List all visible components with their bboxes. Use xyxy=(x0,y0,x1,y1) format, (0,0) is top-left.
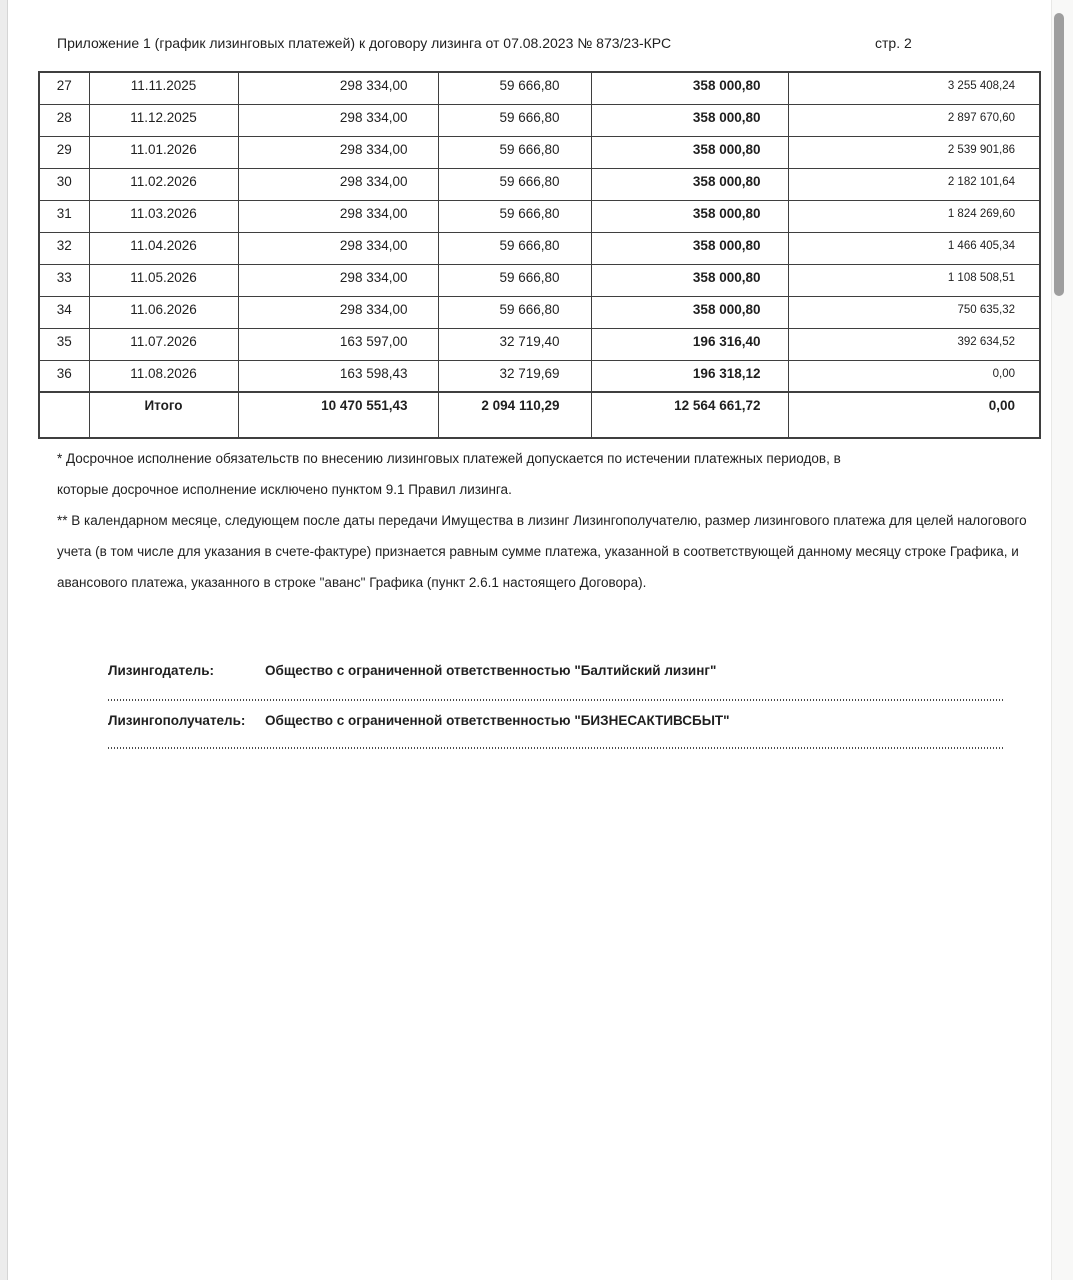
table-row xyxy=(39,232,1040,264)
table-cell: 358 000,80 xyxy=(591,104,788,136)
table-cell: 750 635,32 xyxy=(788,296,1040,328)
page-edge-strip xyxy=(0,0,8,1280)
table-cell: 32 719,40 xyxy=(438,328,591,360)
table-cell: 358 000,80 xyxy=(591,136,788,168)
table-cell: 0,00 xyxy=(788,360,1040,392)
table-cell: 36 xyxy=(39,360,89,392)
table-cell: 11.03.2026 xyxy=(89,200,238,232)
total-cell: 0,00 xyxy=(788,392,1040,438)
table-cell: 3 255 408,24 xyxy=(788,72,1040,104)
table-cell: 298 334,00 xyxy=(238,168,438,200)
table-row xyxy=(39,296,1040,328)
table-cell: 163 598,43 xyxy=(238,360,438,392)
table-row xyxy=(39,264,1040,296)
table-cell: 35 xyxy=(39,328,89,360)
table-row xyxy=(39,104,1040,136)
table-row xyxy=(39,328,1040,360)
table-cell: 11.06.2026 xyxy=(89,296,238,328)
table-cell: 2 897 670,60 xyxy=(788,104,1040,136)
table-cell: 298 334,00 xyxy=(238,72,438,104)
total-cell: 2 094 110,29 xyxy=(438,392,591,438)
table-cell: 59 666,80 xyxy=(438,296,591,328)
table-cell: 11.07.2026 xyxy=(89,328,238,360)
lessor-signature-line xyxy=(108,699,1005,701)
table-cell: 1 108 508,51 xyxy=(788,264,1040,296)
table-cell: 358 000,80 xyxy=(591,200,788,232)
table-row xyxy=(39,168,1040,200)
table-cell: 298 334,00 xyxy=(238,232,438,264)
table-cell: 30 xyxy=(39,168,89,200)
table-cell: 59 666,80 xyxy=(438,72,591,104)
table-cell: 11.11.2025 xyxy=(89,72,238,104)
table-cell: 32 719,69 xyxy=(438,360,591,392)
table-cell: 59 666,80 xyxy=(438,200,591,232)
table-cell: 11.04.2026 xyxy=(89,232,238,264)
document-title: Приложение 1 (график лизинговых платежей) к договору лизинга от 07.08.2023 № 873/23-КРС xyxy=(57,35,672,51)
table-cell: 32 xyxy=(39,232,89,264)
table-cell: 27 xyxy=(39,72,89,104)
table-cell: 33 xyxy=(39,264,89,296)
table-cell: 358 000,80 xyxy=(591,296,788,328)
lessee-label: Лизингополучатель: xyxy=(108,713,246,728)
table-cell: 358 000,80 xyxy=(591,168,788,200)
table-cell: 163 597,00 xyxy=(238,328,438,360)
total-empty-cell xyxy=(39,392,89,438)
table-cell: 11.12.2025 xyxy=(89,104,238,136)
page-number: стр. 2 xyxy=(875,35,912,51)
table-cell: 28 xyxy=(39,104,89,136)
table-cell: 196 316,40 xyxy=(591,328,788,360)
footnote-line: которые досрочное исполнение исключено пунктом 9.1 Правил лизинга. xyxy=(57,482,512,497)
table-cell: 29 xyxy=(39,136,89,168)
lessor-value: Общество с ограниченной ответственностью "Балтийский лизинг" xyxy=(265,663,717,678)
table-cell: 358 000,80 xyxy=(591,232,788,264)
table-cell: 11.08.2026 xyxy=(89,360,238,392)
table-cell: 59 666,80 xyxy=(438,264,591,296)
table-cell: 298 334,00 xyxy=(238,136,438,168)
footnote-line: ** В календарном месяце, следующем после даты передачи Имущества в лизинг Лизингополучателю, размер лизингового платежа для целей налогового xyxy=(57,513,1027,528)
footnote-line: * Досрочное исполнение обязательств по внесению лизинговых платежей допускается по истечении платежных периодов, в xyxy=(57,451,841,466)
table-cell: 392 634,52 xyxy=(788,328,1040,360)
table-cell: 298 334,00 xyxy=(238,296,438,328)
footnotes-block xyxy=(57,443,1052,598)
table-cell: 11.01.2026 xyxy=(89,136,238,168)
table-cell: 298 334,00 xyxy=(238,264,438,296)
table-cell: 31 xyxy=(39,200,89,232)
table-row xyxy=(39,360,1040,392)
payment-schedule-table xyxy=(38,71,1041,439)
total-cell: 10 470 551,43 xyxy=(238,392,438,438)
lessor-label: Лизингодатель: xyxy=(108,663,215,678)
table-cell: 34 xyxy=(39,296,89,328)
scrollbar-thumb[interactable] xyxy=(1054,13,1064,296)
table-cell: 11.02.2026 xyxy=(89,168,238,200)
lessor-signature-row xyxy=(108,663,716,678)
total-label-cell: Итого xyxy=(89,392,238,438)
table-row xyxy=(39,200,1040,232)
table-cell: 298 334,00 xyxy=(238,104,438,136)
table-total-row xyxy=(39,392,1040,438)
table-cell: 59 666,80 xyxy=(438,168,591,200)
lessee-signature-line xyxy=(108,747,1005,749)
table-cell: 2 182 101,64 xyxy=(788,168,1040,200)
table-cell: 196 318,12 xyxy=(591,360,788,392)
table-cell: 59 666,80 xyxy=(438,232,591,264)
table-cell: 59 666,80 xyxy=(438,104,591,136)
table-cell: 298 334,00 xyxy=(238,200,438,232)
table-cell: 1 824 269,60 xyxy=(788,200,1040,232)
table-cell: 11.05.2026 xyxy=(89,264,238,296)
table-cell: 2 539 901,86 xyxy=(788,136,1040,168)
table-row xyxy=(39,72,1040,104)
table-row xyxy=(39,136,1040,168)
table-cell: 59 666,80 xyxy=(438,136,591,168)
table-cell: 1 466 405,34 xyxy=(788,232,1040,264)
lessee-value: Общество с ограниченной ответственностью "БИЗНЕСАКТИВСБЫТ" xyxy=(265,713,730,728)
footnote-line: учета (в том числе для указания в счете-фактуре) признается равным сумме платежа, указанной в соответствующей данному месяцу строке Графика, и xyxy=(57,544,1019,559)
footnote-line: авансового платежа, указанного в строке "аванс" Графика (пункт 2.6.1 настоящего Договора). xyxy=(57,575,647,590)
table-cell: 358 000,80 xyxy=(591,264,788,296)
table-cell: 358 000,80 xyxy=(591,72,788,104)
total-cell: 12 564 661,72 xyxy=(591,392,788,438)
lessee-signature-row xyxy=(108,713,730,728)
